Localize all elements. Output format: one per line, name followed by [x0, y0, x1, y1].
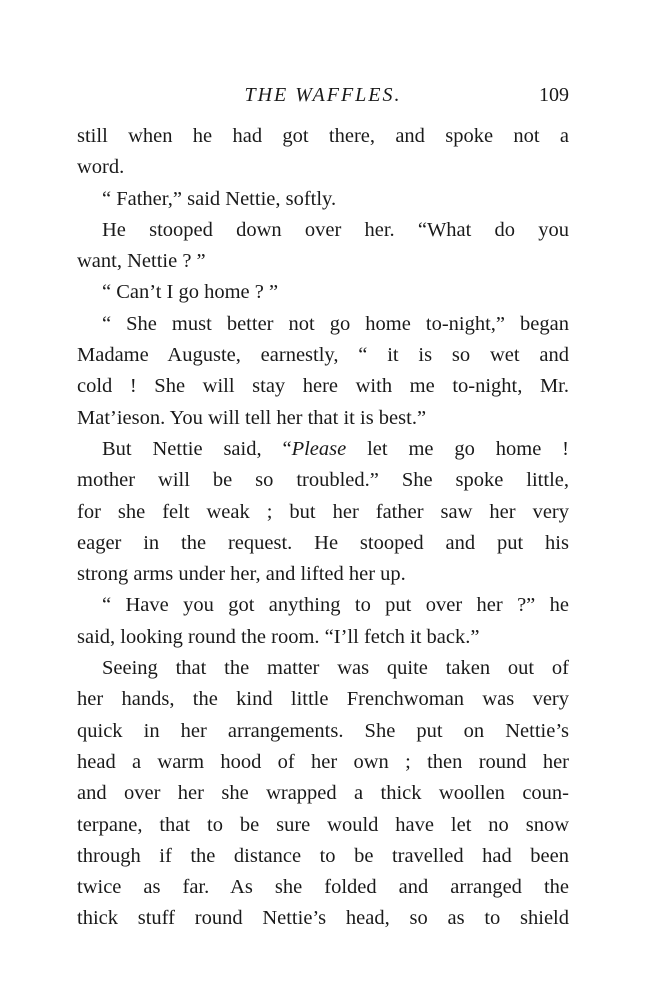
text-line	[77, 434, 569, 465]
text-line: twice as far. As she folded and arranged the	[77, 876, 569, 899]
text-line: and over her she wrapped a thick woollen coun-	[77, 782, 569, 805]
text-line: for she felt weak ; but her father saw her very	[77, 500, 569, 523]
text-line: terpane, that to be sure would have let no snow	[77, 813, 569, 836]
text-line: “ She must better not go home to-night,” began	[102, 312, 569, 335]
running-title: THE WAFFLES.	[244, 84, 402, 106]
text-line: still when he had got there, and spoke not a	[77, 125, 569, 147]
text-line: “ Can’t I go home ? ”	[102, 281, 279, 304]
text-line: head a warm hood of her own ; then round her	[77, 750, 569, 773]
text-line: said, looking round the room. “I’ll fetch it back.”	[77, 625, 480, 648]
text-line: quick in her arrangements. She put on Nettie’s	[77, 719, 569, 742]
page-number: 109	[539, 84, 569, 106]
text-line: strong arms under her, and lifted her up.	[77, 563, 406, 586]
text-line: eager in the request. He stooped and put his	[77, 531, 569, 554]
emphasis-word: Please	[291, 437, 347, 460]
text-line: through if the distance to be travelled had been	[77, 844, 569, 867]
text-line: “ Father,” said Nettie, softly.	[102, 187, 337, 210]
text-line: want, Nettie ? ”	[77, 250, 206, 273]
body-text	[77, 121, 569, 935]
running-head	[77, 80, 569, 110]
text-line: Seeing that the matter was quite taken out of	[102, 657, 569, 680]
text-line: Madame Auguste, earnestly, “ it is so wet and	[77, 344, 569, 367]
text-line: Mat’ieson. You will tell her that it is best.”	[77, 406, 427, 429]
text-line: “ Have you got anything to put over her ?” he	[102, 594, 569, 617]
text-run: let me go home !	[346, 437, 569, 460]
text-line: her hands, the kind little Frenchwoman was very	[77, 688, 569, 711]
text-line: cold ! She will stay here with me to-night, Mr.	[77, 375, 569, 398]
text-line: word.	[77, 156, 125, 179]
text-line: thick stuff round Nettie’s head, so as to shield	[77, 907, 569, 930]
text-line: mother will be so troubled.” She spoke little,	[77, 469, 569, 492]
text-run: But Nettie said, “	[102, 437, 292, 460]
text-line: He stooped down over her. “What do you	[102, 218, 569, 241]
